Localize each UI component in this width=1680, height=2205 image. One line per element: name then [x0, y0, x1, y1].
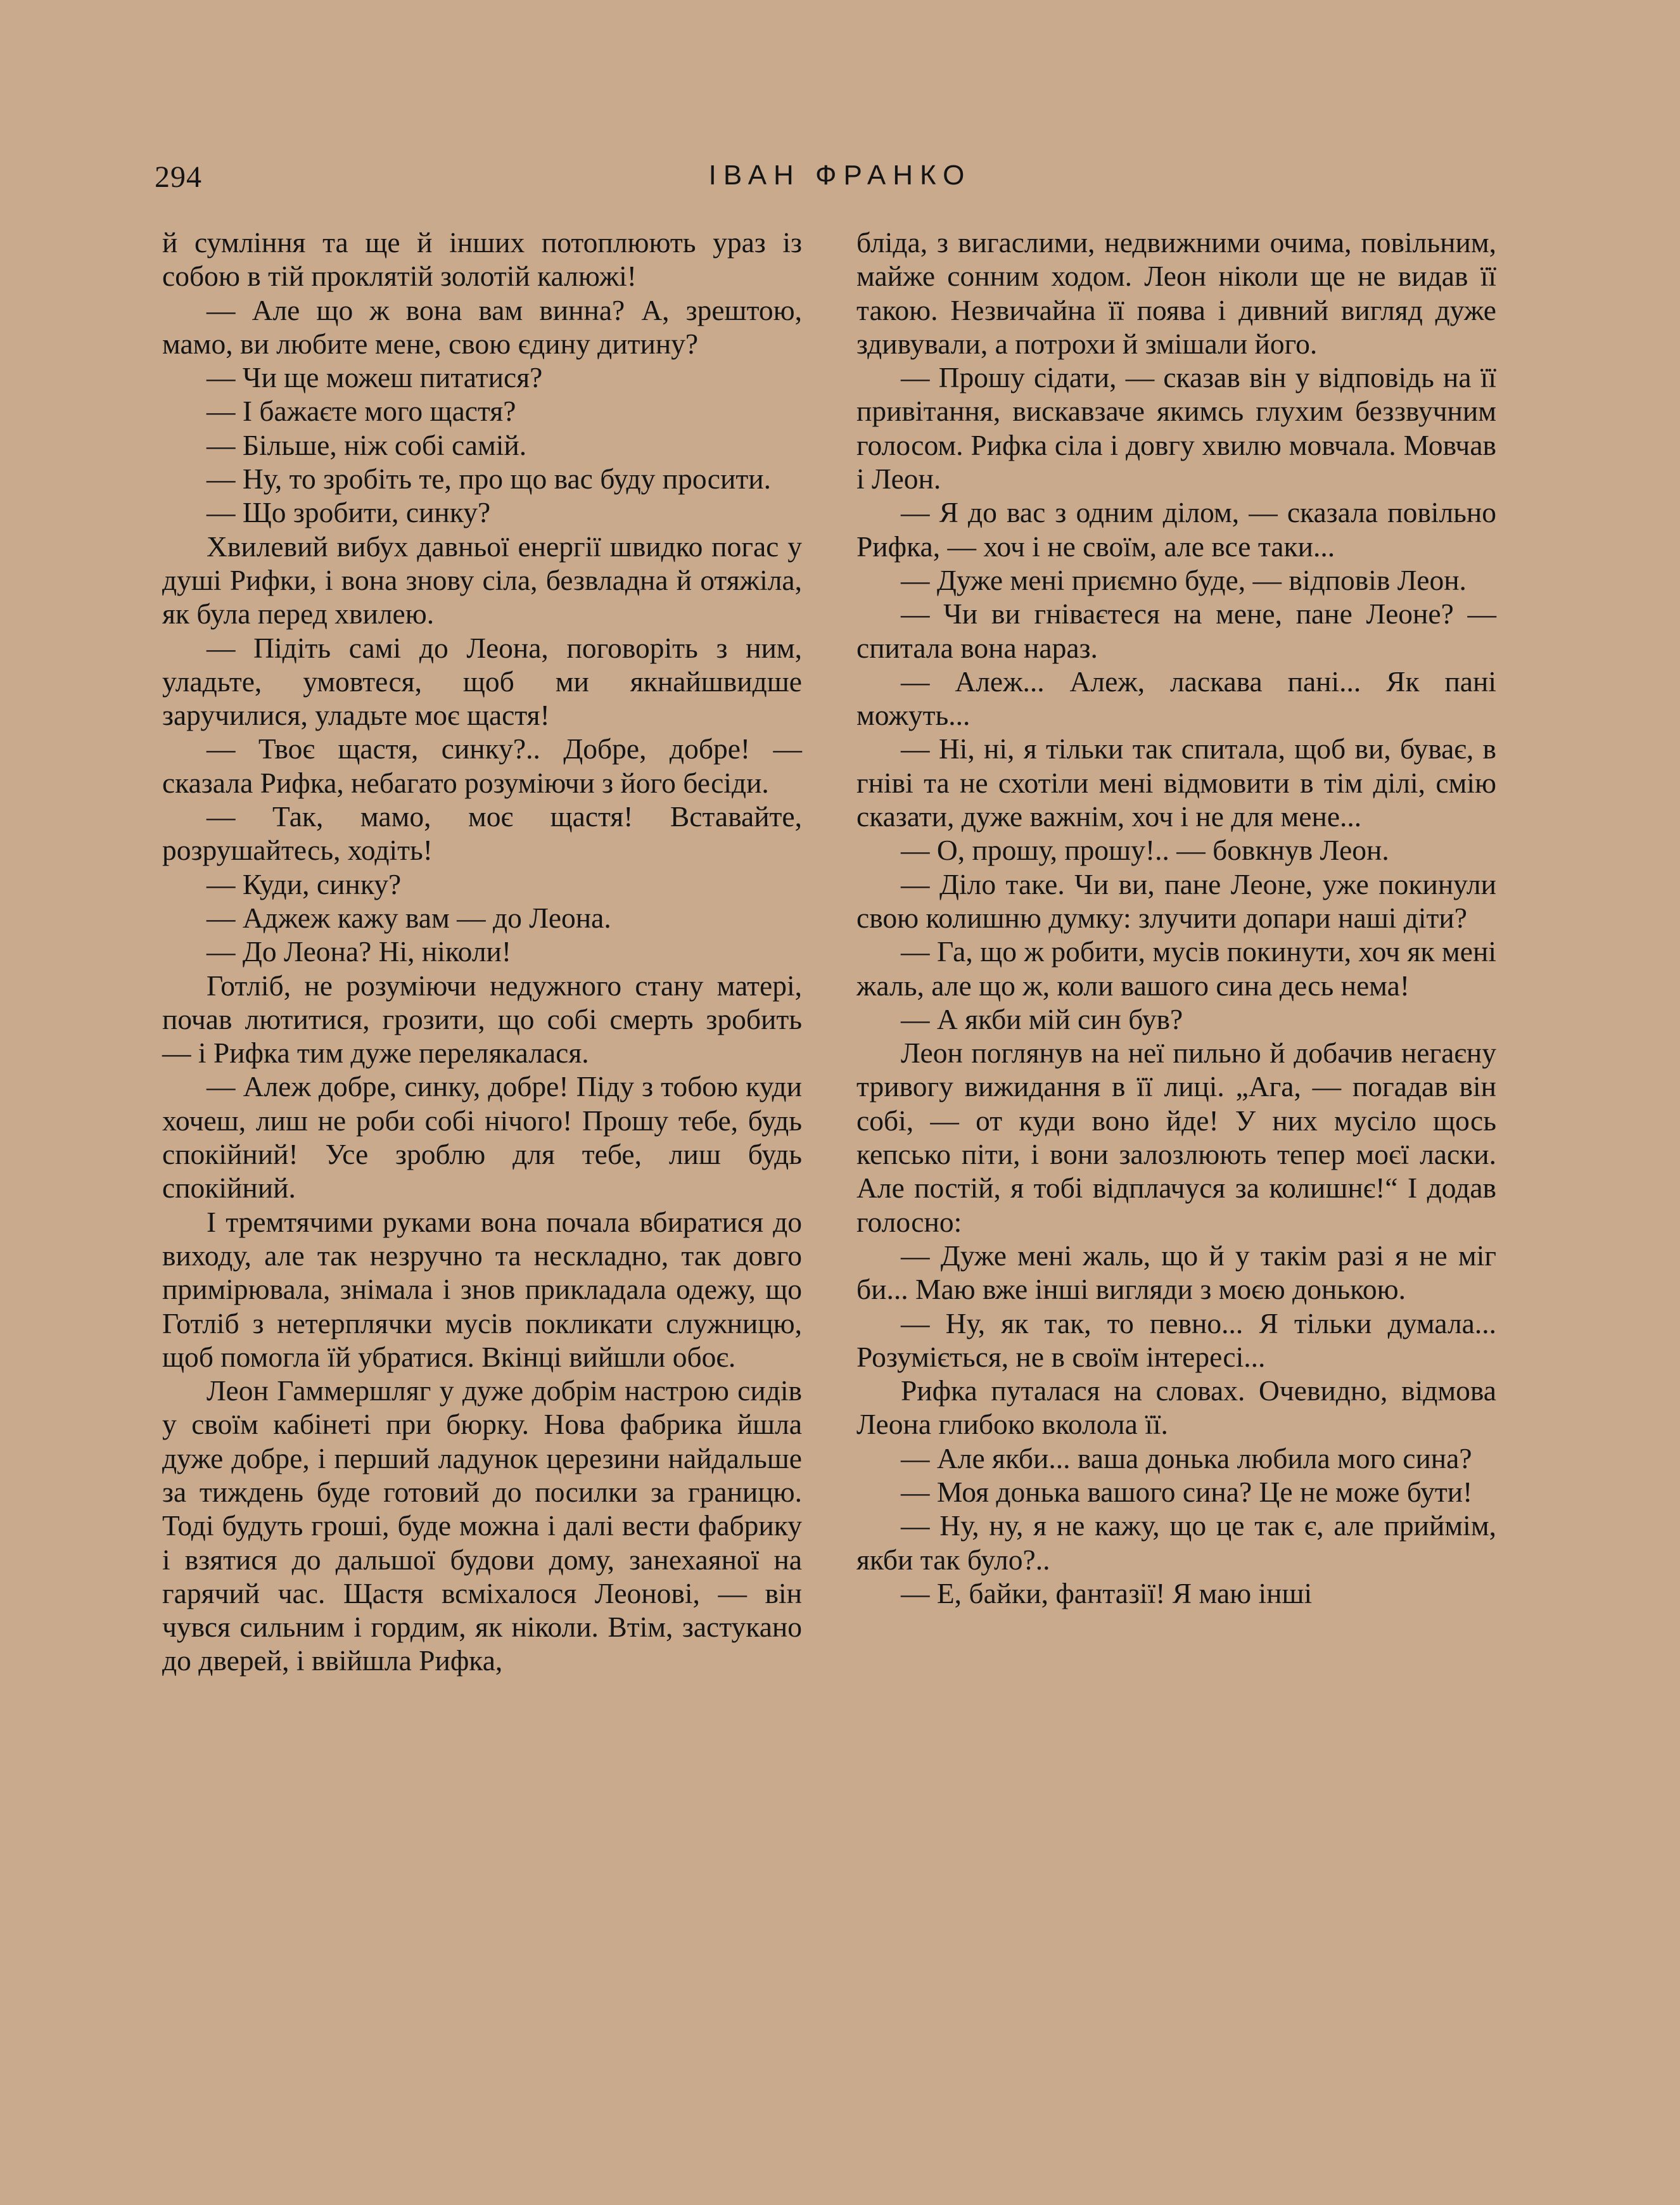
paragraph: — Але що ж вона вам винна? А, зрештою, мамо, ви любите мене, свою єдину дитину? [162, 293, 802, 360]
paragraph: — О, прошу, прошу!.. — бовкнув Леон. [901, 834, 1389, 867]
paragraph: — А якби мій син був? [901, 1002, 1183, 1035]
paragraph: — І бажаєте мого щастя? [207, 395, 516, 428]
paragraph: — Ну, ну, я не кажу, що це так є, але приймім, якби так було?.. [856, 1509, 1496, 1576]
paragraph: — Моя донька вашого сина? Це не може бути! [901, 1475, 1473, 1508]
paragraph: І тремтячими руками вона почала вбиратися до виходу, але так незручно та нескладно, так довго примірювала, знімала і знов прикладала одежу, що Готліб з нетерплячки мусів покликати служницю, щоб помогла їй убратися. Вкінці вийшли обоє. [162, 1205, 802, 1373]
paragraph: — Твоє щастя, синку?.. Добре, добре! — сказала Рифка, небагато розуміючи з його бесіди. [162, 732, 802, 799]
paragraph: — Я до вас з одним ділом, — сказала повільно Рифка, — хоч і не своїм, але все таки... [856, 496, 1496, 563]
paragraph: Хвилевий вибух давньої енергії швидко погас у душі Рифки, і вона знову сіла, безвладна й отяжіла, як була перед хвилею. [162, 530, 802, 630]
paragraph: — Так, мамо, моє щастя! Вставайте, розрушайтесь, ходіть! [162, 800, 802, 867]
paragraph: — Аджеж кажу вам — до Леона. [207, 901, 611, 934]
paragraph: — Е, байки, фантазії! Я маю інші [901, 1576, 1313, 1609]
paragraph: — Прошу сідати, — сказав він у відповідь на її привітання, вискавзаче якимсь глухим беззвучним голосом. Рифка сіла і довгу хвилю мовчала. Мовчав і Леон. [856, 361, 1496, 495]
paragraph: — Куди, синку? [207, 867, 402, 900]
paragraph: — Чи ви гніваєтеся на мене, пане Леоне? — спитала вона нараз. [856, 598, 1496, 664]
paragraph: бліда, з вигаслими, недвижними очима, повільним, майже сонним ходом. Леон ніколи ще не видав її такою. Незвичайна її поява і дивний вигляд дуже здивували, а потрохи й змішали його. [856, 226, 1496, 360]
paragraph: — Дуже мені приємно буде, — відповів Леон. [901, 563, 1467, 596]
paragraph: й сумління та ще й інших потоплюють ураз із собою в тій проклятій золотій калюжі! [162, 226, 802, 293]
paragraph: — Алеж добре, синку, добре! Піду з тобою куди хочеш, лиш не роби собі нічого! Прошу тебе, будь спокійний! Усе зроблю для тебе, лиш будь спокійний. [162, 1070, 802, 1205]
paragraph: — Га, що ж робити, мусів покинути, хоч як мені жаль, але що ж, коли вашого сина десь нема! [856, 935, 1496, 1002]
paragraph: — Що зробити, синку? [207, 496, 491, 529]
left-text-column [162, 226, 802, 1678]
paragraph: Готліб, не розуміючи недужного стану матері, почав лютитися, грозити, що собі смерть зробить — і Рифка тим дуже перелякалася. [162, 969, 802, 1070]
paragraph: — Діло таке. Чи ви, пане Леоне, уже покинули свою колишню думку: злучити допари наші діти? [856, 867, 1496, 934]
page-number: 294 [155, 160, 202, 194]
paragraph: — Але якби... ваша донька любила мого сина? [901, 1441, 1472, 1474]
paragraph: — Ну, як так, то певно... Я тільки думала... Розуміється, не в своїм інтересі... [856, 1307, 1496, 1373]
paragraph: — До Леона? Ні, ніколи! [207, 935, 512, 968]
paragraph: — Ну, то зробіть те, про що вас буду просити. [207, 463, 771, 495]
running-title: ІВАН ФРАНКО [708, 160, 972, 191]
paragraph: — Більше, ніж собі самій. [207, 428, 527, 461]
paragraph: — Алеж... Алеж, ласкава пані... Як пані можуть... [856, 665, 1496, 732]
paragraph: — Чи ще можеш питатися? [207, 361, 543, 394]
paragraph: Леон Гаммершляг у дуже добрім настрою сидів у своїм кабінеті при бюрку. Нова фабрика йшла дуже добре, і перший ладунок церезини найдальше за тиждень буде готовий до посилки за границю. Тоді будуть гроші, буде можна і далі вести фабрику і взятися до дальшої будови дому, занехаяної на гарячий час. Щастя всміхалося Леонові, — він чувся сильним і гордим, як ніколи. Втім, застукано до дверей, і ввійшла Рифка, [162, 1374, 802, 1677]
paragraph: Леон поглянув на неї пильно й добачив негаєну тривогу вижидання в її лиці. „Ага, — погадав він собі, — от куди воно йде! У них мусіло щось кепсько піти, і вони залозлюють тепер моєї ласки. Але постій, я тобі відплачуся за колишнє!“ І додав голосно: [856, 1037, 1496, 1238]
paragraph: — Підіть самі до Леона, поговоріть з ним, уладьте, умовтеся, щоб ми якнайшвидше заручилися, уладьте моє щастя! [162, 631, 802, 732]
paragraph: Рифка путалася на словах. Очевидно, відмова Леона глибоко вколола її. [856, 1374, 1496, 1441]
paragraph: — Дуже мені жаль, що й у такім разі я не міг би... Маю вже інші вигляди з моєю донькою. [856, 1239, 1496, 1306]
paragraph: — Ні, ні, я тільки так спитала, щоб ви, буває, в гніві та не схотіли мені відмовити в тім ділі, смію сказати, дуже важнім, хоч і не для мене... [856, 732, 1496, 833]
right-text-column [856, 226, 1496, 1610]
